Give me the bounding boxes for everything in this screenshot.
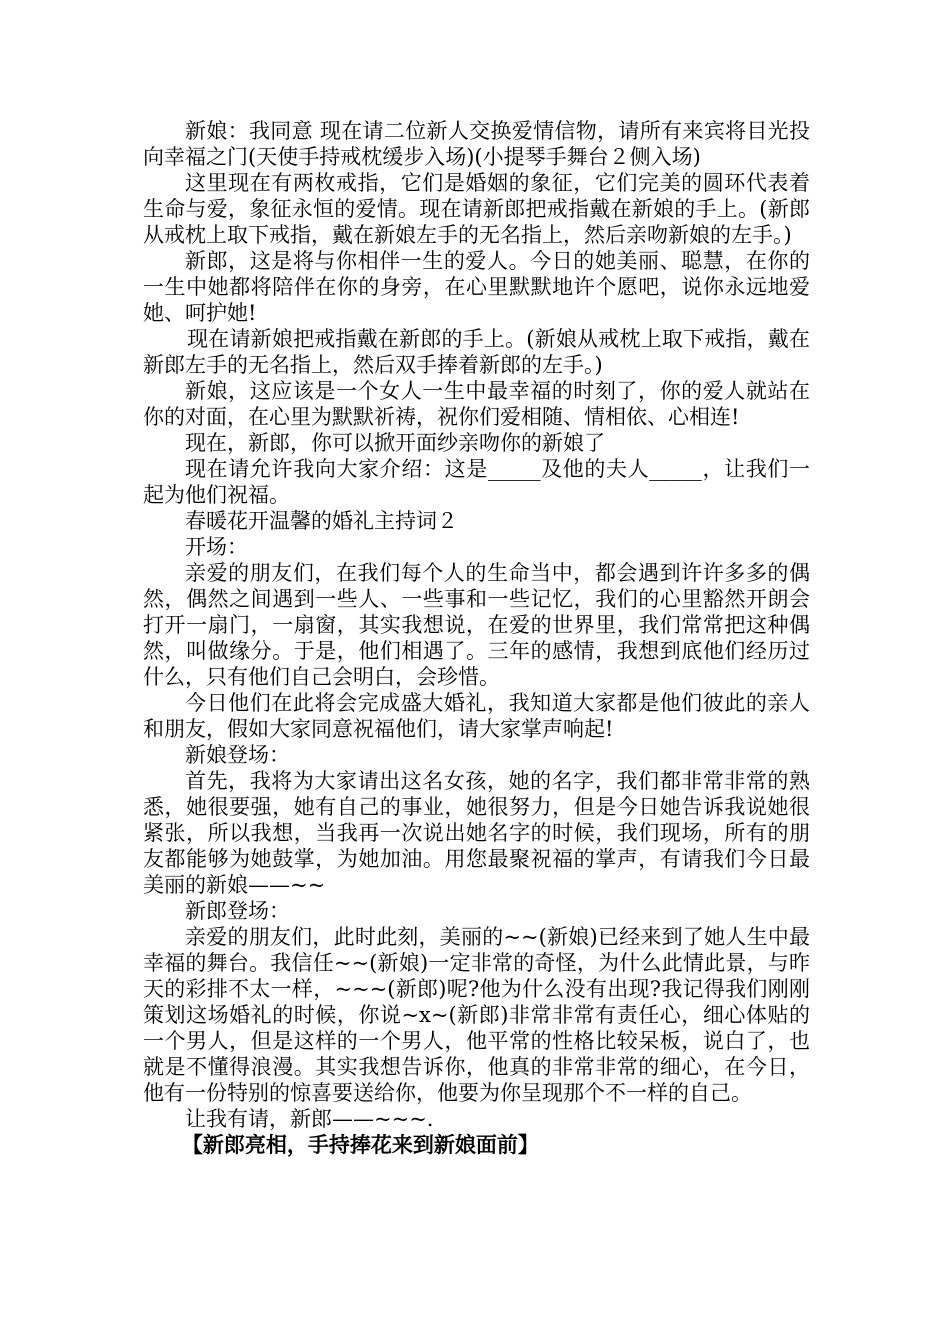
document-body bbox=[143, 118, 810, 1158]
label-bride-entrance: 新娘登场： bbox=[185, 743, 290, 767]
paragraph-bride-ring: 现在请新娘把戒指戴在新郎的手上。(新娘从戒枕上取下戒指，戴在新郎左手的无名指上，然后双手捧着新郎的左手。) bbox=[143, 327, 810, 377]
paragraph-introduction: 现在请允许我向大家介绍：这是_____及他的夫人_____，让我们一起为他们祝福。 bbox=[143, 457, 810, 507]
paragraph-opening-speech: 亲爱的朋友们，在我们每个人的生命当中，都会遇到许许多多的偶然，偶然之间遇到一些人、一些事和一些记忆，我们的心里豁然开朗会打开一扇门，一扇窗，其实我想说，在爱的世界里，我们常常把这种偶然，叫做缘分。于是，他们相遇了。三年的感情，我想到底他们经历过什么，只有他们自己会明白，会珍惜。 bbox=[143, 561, 810, 689]
paragraph-bride-agrees: 新娘：我同意 现在请二位新人交换爱情信物，请所有来宾将目光投向幸福之门(天使手持戒枕缓步入场)(小提琴手舞台２侧入场) bbox=[143, 119, 810, 169]
paragraph-rings-symbol: 这里现在有两枚戒指，它们是婚姻的象征，它们完美的圆环代表着生命与爱，象征永恒的爱情。现在请新郎把戒指戴在新娘的手上。(新郎从戒枕上取下戒指，戴在新娘左手的无名指上，然后亲吻新娘的左手。) bbox=[143, 171, 810, 247]
label-opening: 开场： bbox=[185, 535, 248, 559]
section-heading: 春暖花开温馨的婚礼主持词２ bbox=[185, 509, 458, 533]
paragraph-groom-intro: 亲爱的朋友们，此时此刻，美丽的~~(新娘)已经来到了她人生中最幸福的舞台。我信任~~(新娘)一定非常的奇怪，为什么此情此景，与昨天的彩排不太一样，~~~(新郎)呢?他为什么没有出现?我记得我们刚刚策划这场婚礼的时候，你说~x~(新郎)非常非常有责任心，细心体贴的一个男人，但是这样的一个男人，他平常的性格比较呆板，说白了，也就是不懂得浪漫。其实我想告诉你，他真的非常非常的细心，在今日，他有一份特别的惊喜要送给你，他要为你呈现那个不一样的自己。 bbox=[143, 925, 810, 1105]
paragraph-invite-groom: 让我有请，新郎——~~~. bbox=[185, 1107, 434, 1131]
paragraph-to-groom: 新郎，这是将与你相伴一生的爱人。今日的她美丽、聪慧，在你的一生中她都将陪伴在你的身旁，在心里默默地许个愿吧，说你永远地爱她、呵护她! bbox=[143, 249, 810, 325]
paragraph-to-bride: 新娘，这应该是一个女人一生中最幸福的时刻了，你的爱人就站在你的对面，在心里为默默祈祷，祝你们爱相随、情相依、心相连! bbox=[143, 379, 810, 429]
paragraph-kiss: 现在，新郎，你可以掀开面纱亲吻你的新娘了 bbox=[185, 431, 605, 455]
label-groom-entrance: 新郎登场： bbox=[185, 899, 290, 923]
paragraph-applause: 今日他们在此将会完成盛大婚礼，我知道大家都是他们彼此的亲人和朋友，假如大家同意祝福他们，请大家掌声响起! bbox=[143, 691, 810, 741]
paragraph-bride-intro: 首先，我将为大家请出这名女孩，她的名字，我们都非常非常的熟悉，她很要强，她有自己的事业，她很努力，但是今日她告诉我说她很紧张，所以我想，当我再一次说出她名字的时候，我们现场，所有的朋友都能够为她鼓掌，为她加油。用您最聚祝福的掌声，有请我们今日最美丽的新娘——~~ bbox=[143, 769, 810, 897]
stage-direction: 【新郎亮相，手持捧花来到新娘面前】 bbox=[181, 1132, 539, 1157]
